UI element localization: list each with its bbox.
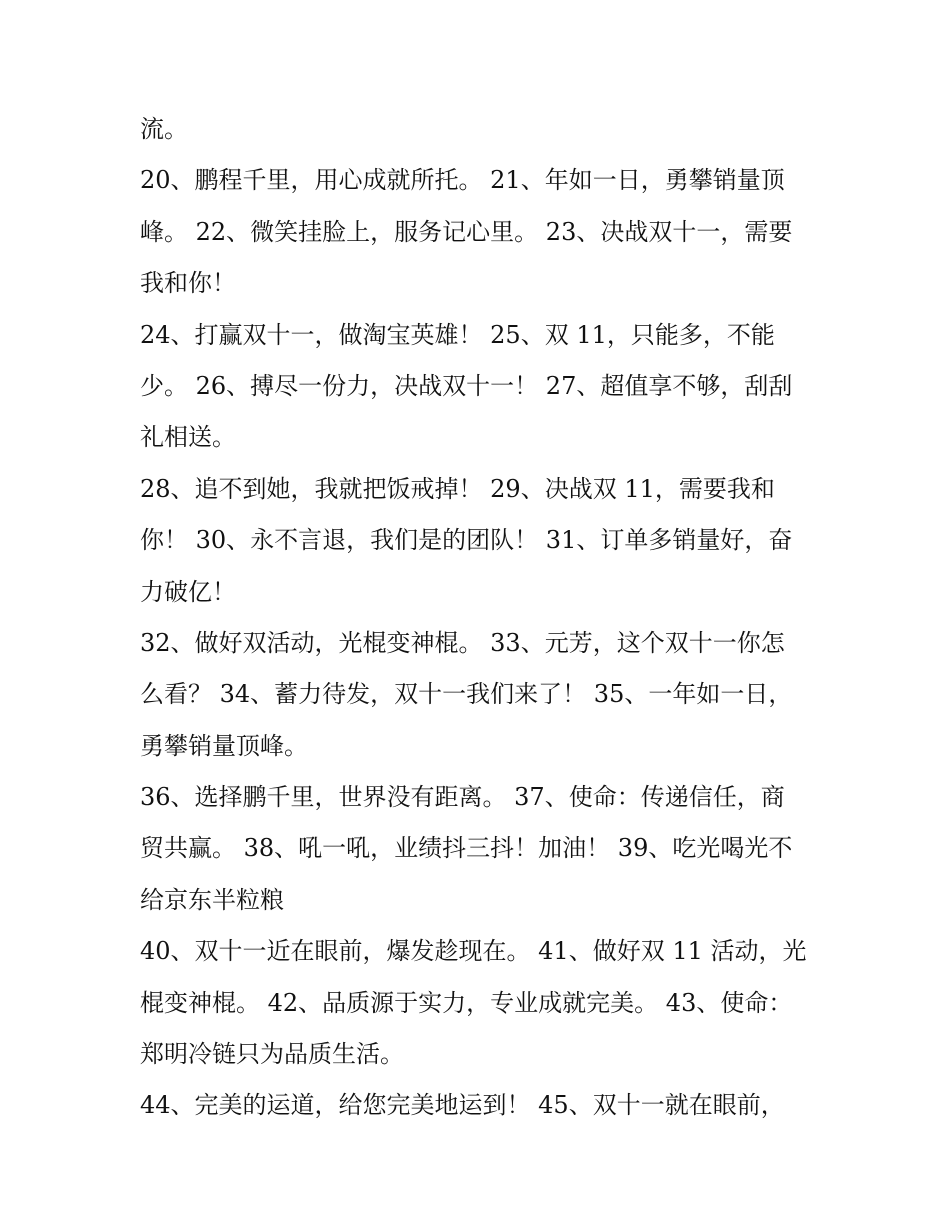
text-line: 礼相送。 [140,423,236,452]
text-line: 32、做好双活动，光棍变神棍。 33、元芳，这个双十一你怎 [140,628,785,657]
text-line: 我和你！ [140,269,236,298]
text-line: 郑明冷链只为品质生活。 [140,1040,404,1069]
text-line: 力破亿！ [140,577,236,606]
text-line: 28、追不到她，我就把饭戒掉！ 29、决战双 11，需要我和 [140,474,775,503]
text-line: 棍变神棍。 42、品质源于实力，专业成就完美。 43、使命： [140,988,793,1017]
text-line: 40、双十一近在眼前，爆发趁现在。 41、做好双 11 活动，光 [140,937,807,966]
document-body [140,104,820,1132]
text-line: 么看？ 34、蓄力待发，双十一我们来了！ 35、一年如一日， [140,680,793,709]
text-line: 勇攀销量顶峰。 [140,731,308,760]
text-line: 24、打赢双十一，做淘宝英雄！ 25、双 11，只能多，不能 [140,320,775,349]
text-line: 贸共赢。 38、吼一吼，业绩抖三抖！加油！ 39、吃光喝光不 [140,834,793,863]
text-line: 20、鹏程千里，用心成就所托。 21、年如一日，勇攀销量顶 [140,166,785,195]
text-line: 峰。 22、微笑挂脸上，服务记心里。 23、决战双十一，需要 [140,217,793,246]
text-line: 流。 [140,115,188,143]
text-line: 少。 26、搏尽一份力，决战双十一！ 27、超值享不够，刮刮 [140,371,793,400]
text-line: 你！ 30、永不言退，我们是的团队！ 31、订单多销量好，奋 [140,526,793,555]
text-line: 44、完美的运道，给您完美地运到！ 45、双十一就在眼前， [140,1091,785,1120]
text-line: 36、选择鹏千里，世界没有距离。 37、使命：传递信任，商 [140,783,785,812]
text-line: 给京东半粒粮 [140,885,284,914]
